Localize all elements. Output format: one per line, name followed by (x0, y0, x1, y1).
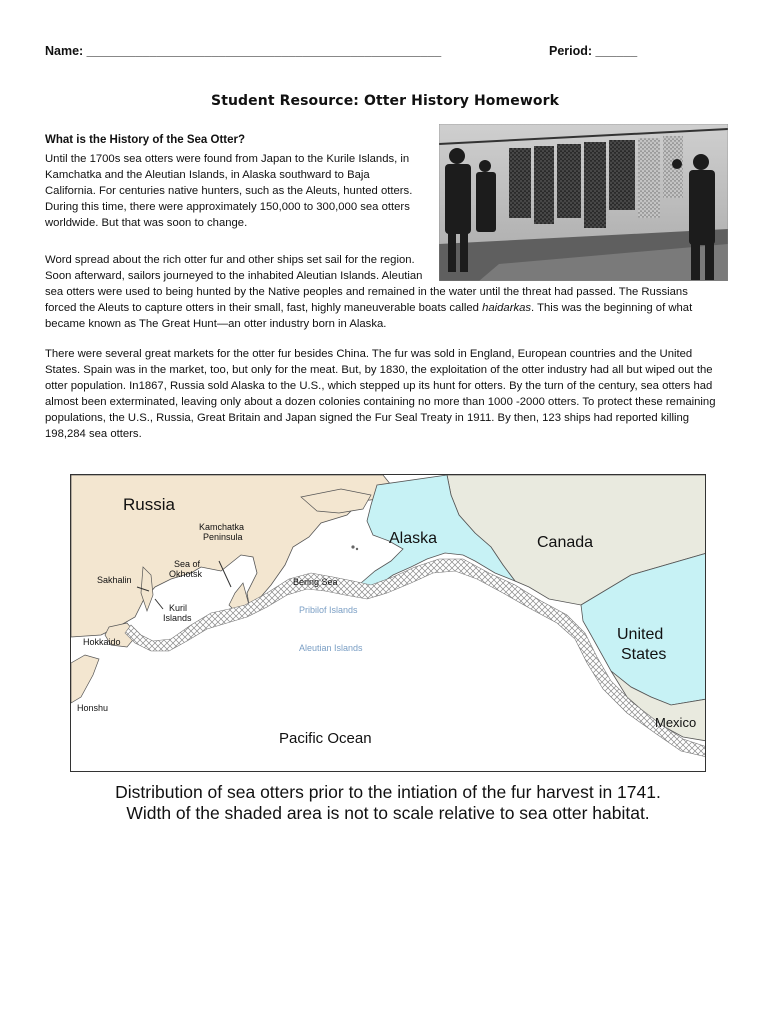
paragraph-2-rest: sea otters were used to being hunted by the Native peoples and remained in the water until the threat had passed. The Russians forced the Aleuts to capture otters in their small, fast, highly maneuverable boats called (45, 286, 688, 314)
label-pacific-ocean: Pacific Ocean (279, 730, 372, 747)
label-kamchatka: Kamchatka (199, 522, 245, 532)
label-alaska: Alaska (389, 530, 438, 547)
label-okhotsk: Okhotsk (169, 569, 203, 579)
haidarkas-term: haidarkas (482, 302, 532, 314)
paragraph-2-line-1: Word spread about the rich otter fur and other ships set sail for the region. (45, 254, 415, 266)
label-bering-sea: Bering Sea (293, 577, 338, 587)
label-canada: Canada (537, 534, 594, 551)
section-heading: What is the History of the Sea Otter? (45, 134, 245, 146)
label-sea-of: Sea of (174, 559, 201, 569)
honshu-island (71, 655, 99, 703)
label-peninsula: Peninsula (203, 532, 243, 542)
label-kuril: Kuril (169, 603, 188, 613)
sea-otter-distribution-map (70, 474, 706, 772)
label-united: United (617, 626, 664, 643)
period-field[interactable]: Period: ______ (549, 44, 638, 58)
caption-line-2: Width of the shaded area is not to scale relative to sea otter habitat. (126, 803, 650, 823)
label-honshu: Honshu (77, 703, 109, 713)
paragraph-1: Until the 1700s sea otters were found from Japan to the Kurile Islands, in Kamchatka and the Aleutian Islands, in Alaska southward to Baja California. For centuries native hunters, such as the Aleuts, hunted otters. During this time, there were approximately 150,000 to 300,000 sea otters worldwide. But that was soon to change. (45, 153, 413, 229)
header (45, 44, 685, 64)
label-kuril-islands: Islands (163, 613, 192, 623)
page-title: Student Resource: Otter History Homework (211, 93, 559, 109)
label-hokkaido: Hokkaido (83, 637, 121, 647)
label-russia: Russia (123, 495, 175, 514)
paragraph-2-end: . This was the beginning of what became known as The Great Hunt—an otter industry born in Alaska. (45, 302, 693, 330)
caption-line-1: Distribution of sea otters prior to the intiation of the fur harvest in 1741. (115, 782, 661, 802)
label-mexico: Mexico (655, 715, 697, 730)
label-aleutian-islands: Aleutian Islands (299, 643, 363, 653)
label-states: States (621, 646, 667, 663)
name-field[interactable]: Name: ___________________________________________________ (45, 44, 442, 58)
map-caption (70, 782, 706, 824)
paragraph-3: There were several great markets for the otter fur besides China. The fur was sold in England, European countries and the United States. Spain was in the market, too, but only for the meat. But, by 1830, the exploitation of the otter industry had all but wiped out the otter population. In1867, Russia sold Alaska to the U.S., which stepped up its hunt for otters. By the turn of the century, sea otters had almost been exterminated, leaving only about a dozen colonies containing no more than 1000 -2000 otters. To protect these remaining populations, the U.S., Russia, Great Britain and Japan signed the Fur Seal Treaty in 1911. By then, 123 ships had reported killing 198,284 sea otters. (45, 348, 716, 440)
paragraph-2 (45, 252, 717, 332)
label-pribilof-islands: Pribilof Islands (299, 605, 358, 615)
paragraph-2-line-2: Soon afterward, sailors journeyed to the inhabited Aleutian Islands. Aleutian (45, 270, 423, 282)
label-sakhalin: Sakhalin (97, 575, 132, 585)
